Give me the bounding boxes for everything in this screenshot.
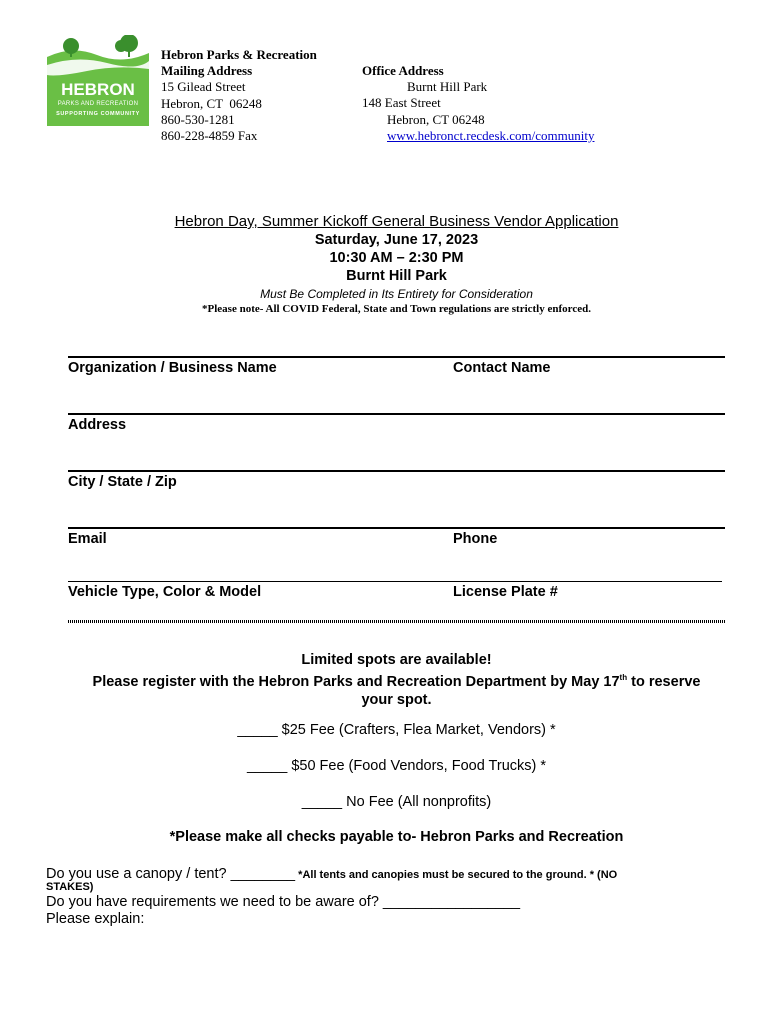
canopy-question[interactable]: Do you use a canopy / tent? ________ (46, 866, 296, 882)
logo-subtitle: PARKS AND RECREATION (57, 101, 139, 107)
register-text-end: to reserve (627, 673, 701, 690)
requirements-question[interactable]: Do you have requirements we need to be aware of? _________________ (46, 894, 521, 910)
website-link[interactable]: www.hebronct.recdesk.com/community (387, 127, 595, 143)
mailing-city: Hebron, CT 06248 (161, 95, 262, 111)
license-plate-label: License Plate # (453, 584, 558, 600)
questions-block (46, 866, 726, 928)
fee-none[interactable]: _____ No Fee (All nonprofits) (301, 794, 492, 810)
mailing-fax: 860-228-4859 Fax (161, 128, 258, 144)
mailing-block (161, 47, 317, 144)
title-block (0, 213, 770, 317)
office-park: Burnt Hill Park (407, 79, 488, 95)
mailing-street: 15 Gilead Street (161, 79, 246, 95)
please-explain: Please explain: (46, 911, 145, 927)
org-name-label: Organization / Business Name (68, 360, 277, 376)
logo-graphic (47, 35, 149, 126)
org-name-line[interactable] (68, 356, 725, 358)
vehicle-line[interactable] (68, 581, 722, 582)
office-city: Hebron, CT 06248 (387, 111, 485, 127)
address-line[interactable] (68, 413, 725, 415)
event-date: Saturday, June 17, 2023 (314, 232, 479, 248)
register-line (0, 669, 770, 691)
canopy-note: *All tents and canopies must be secured to the ground. * (NO (295, 869, 618, 881)
fees-block (0, 722, 770, 845)
fee-50[interactable]: _____ $50 Fee (Food Vendors, Food Trucks) * (246, 758, 547, 774)
vehicle-label: Vehicle Type, Color & Model (68, 584, 262, 600)
logo-tagline: SUPPORTING COMMUNITY (56, 111, 140, 117)
contact-name-label: Contact Name (453, 360, 551, 376)
city-state-zip-label: City / State / Zip (68, 474, 177, 490)
completion-note: Must Be Completed in Its Entirety for Consideration (260, 287, 533, 301)
office-street: 148 East Street (362, 95, 441, 111)
city-state-zip-line[interactable] (68, 470, 725, 472)
org-name: Hebron Parks & Recreation (161, 47, 317, 62)
register-line2: your spot. (361, 691, 432, 708)
logo-name: HEBRON (61, 80, 135, 99)
limited-spots: Limited spots are available! (301, 652, 492, 668)
mailing-phone: 860-530-1281 (161, 111, 235, 127)
section-divider (68, 620, 725, 623)
hebron-parks-logo (47, 35, 149, 126)
registration-block (0, 651, 770, 709)
email-label: Email (68, 531, 107, 547)
register-sup: th (619, 673, 628, 682)
phone-label: Phone (453, 531, 498, 547)
register-text: Please register with the Hebron Parks and Recreation Department by May 17 (92, 673, 620, 690)
email-phone-line[interactable] (68, 527, 725, 529)
event-time: 10:30 AM – 2:30 PM (329, 250, 464, 266)
fee-25[interactable]: _____ $25 Fee (Crafters, Flea Market, Vendors) * (237, 722, 556, 738)
event-location: Burnt Hill Park (346, 268, 447, 284)
application-title: Hebron Day, Summer Kickoff General Business Vendor Application (174, 213, 619, 230)
covid-note: *Please note- All COVID Federal, State and Town regulations are strictly enforced. (202, 303, 591, 315)
office-block (362, 63, 594, 144)
canopy-note-cont: STAKES) (46, 881, 94, 893)
office-heading: Office Address (362, 63, 444, 78)
address-label: Address (68, 417, 127, 433)
mailing-heading: Mailing Address (161, 63, 253, 79)
checks-payable: *Please make all checks payable to- Hebron Parks and Recreation (169, 829, 624, 845)
